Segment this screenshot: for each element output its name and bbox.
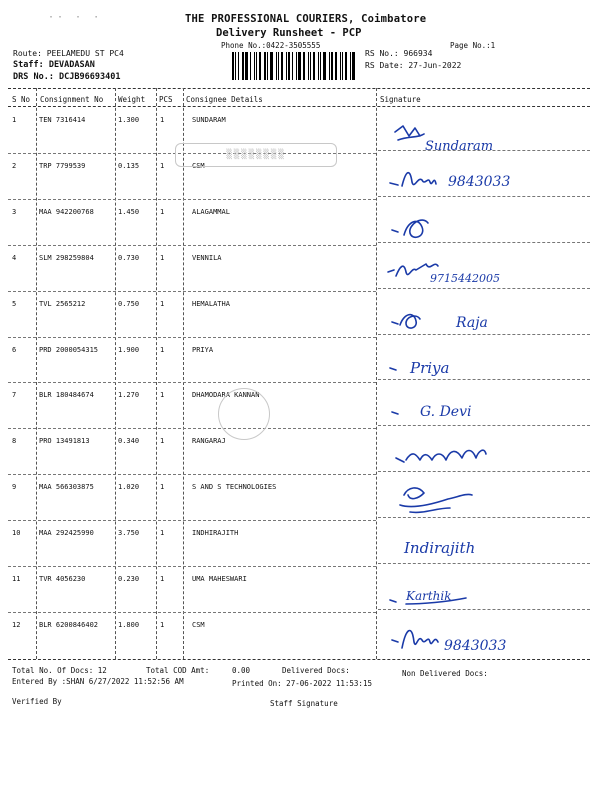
column-header-signature: Signature	[380, 95, 421, 104]
cell-weight: 1.020	[118, 483, 140, 492]
total-cod-label: Total COD Amt:	[146, 666, 210, 675]
cell-sno: 6	[12, 345, 17, 354]
cell-consignee: RANGARAJ	[192, 437, 226, 446]
cell-weight: 1.450	[118, 207, 140, 216]
cell-pcs: 1	[160, 529, 165, 538]
signature-text: Priya	[410, 359, 450, 377]
cell-sno: 11	[12, 575, 21, 583]
signature-text: Karthik	[406, 589, 452, 603]
faded-stamp: ▒▒▒▒▒▒▒▒	[175, 143, 337, 167]
cell-weight: 0.750	[118, 299, 140, 308]
cell-consignee: CSM	[192, 620, 205, 629]
cell-consignee: S AND S TECHNOLOGIES	[192, 483, 277, 492]
company-title: THE PROFESSIONAL COURIERS, Coimbatore	[185, 13, 427, 25]
signature-text: 9843033	[444, 638, 507, 654]
cell-pcs: 1	[160, 483, 165, 492]
cell-weight: 1.900	[118, 345, 140, 354]
cell-consignment: MAA 566303875	[39, 483, 94, 492]
column-header-pcs: PCS	[159, 95, 173, 104]
cell-sno: 10	[12, 529, 21, 538]
column-header-consignment: Consignment No	[40, 95, 104, 104]
cell-consignment: TVL 2565212	[39, 299, 86, 308]
cell-consignment: MAA 292425990	[39, 529, 94, 538]
cell-consignee: ALAGAMMAL	[192, 207, 230, 216]
signature-text: Indirajith	[404, 539, 476, 557]
cell-sno: 7	[12, 391, 17, 400]
cell-weight: 0.135	[118, 161, 140, 170]
verified-by-label: Verified By	[12, 697, 62, 706]
cell-pcs: 1	[160, 391, 165, 400]
rs-date: RS Date: 27-Jun-2022	[365, 61, 462, 70]
page-number: Page No.:1	[450, 41, 496, 50]
delivered-docs-label: Delivered Docs:	[282, 666, 350, 675]
signature-text: Sundaram	[425, 139, 494, 154]
cell-consignment: BLR 180484674	[39, 391, 94, 400]
cell-pcs: 1	[160, 345, 165, 354]
staff-signature-label: Staff Signature	[270, 699, 338, 708]
column-header-weight: Weight	[118, 95, 146, 104]
phone-number: Phone No.:0422-3505555	[221, 41, 321, 50]
cell-sno: 4	[12, 253, 17, 262]
total-docs: Total No. Of Docs: 12	[12, 666, 107, 675]
rs-number: RS No.: 966934	[365, 49, 433, 58]
cell-consignment: MAA 942200768	[39, 207, 94, 216]
cell-consignee: UMA MAHESWARI	[192, 575, 247, 583]
signature-text: G. Devi	[420, 404, 472, 420]
cell-pcs: 1	[160, 620, 165, 629]
faded-logo: ·· · ·	[48, 12, 103, 23]
column-header-consignee: Consignee Details	[186, 95, 263, 104]
cell-consignment: TRP 7799539	[39, 161, 86, 170]
cell-consignment: PRO 13491813	[39, 437, 90, 446]
cell-pcs: 1	[160, 253, 165, 262]
column-header-sno: S No	[12, 95, 31, 104]
drs-number: DRS No.: DCJB96693401	[13, 72, 121, 82]
cell-weight: 1.270	[118, 391, 140, 400]
cell-pcs: 1	[160, 161, 165, 170]
cell-sno: 9	[12, 483, 17, 492]
cell-sno: 2	[12, 161, 17, 170]
cell-consignee: INDHIRAJITH	[192, 529, 239, 538]
cell-sno: 1	[12, 116, 17, 124]
cell-pcs: 1	[160, 575, 165, 583]
cell-pcs: 1	[160, 207, 165, 216]
cell-consignment: PRD 2000054315	[39, 345, 99, 354]
entered-by: Entered By :SHAN 6/27/2022 11:52:56 AM	[12, 677, 184, 686]
cell-sno: 5	[12, 299, 17, 308]
cell-weight: 0.340	[118, 437, 140, 446]
cell-sno: 12	[12, 620, 21, 629]
cell-consignee: CSM	[192, 161, 205, 170]
cell-weight: 0.730	[118, 253, 140, 262]
cell-sno: 8	[12, 437, 17, 446]
cell-weight: 1.300	[118, 116, 140, 124]
cell-sno: 3	[12, 207, 17, 216]
signature-text: 9715442005	[430, 272, 500, 285]
cell-weight: 1.800	[118, 620, 140, 629]
cell-consignee: VENNILA	[192, 253, 222, 262]
staff-label: Staff: DEVADASAN	[13, 60, 95, 70]
document-title: Delivery Runsheet - PCP	[216, 27, 362, 39]
cell-consignment: TVR 4056230	[39, 575, 86, 583]
cell-consignment: BLR 6200846402	[39, 620, 99, 629]
cell-pcs: 1	[160, 437, 165, 446]
cell-consignee: PRIYA	[192, 345, 214, 354]
printed-on: Printed On: 27-06-2022 11:53:15	[232, 679, 372, 688]
signature-text: 9843033	[448, 174, 511, 190]
cell-consignee: SUNDARAM	[192, 116, 226, 124]
cell-consignee: HEMALATHA	[192, 299, 230, 308]
total-cod-value: 0.00	[232, 666, 251, 675]
cell-consignee: DHAMODARA KANNAN	[192, 391, 260, 400]
cell-consignment: SLM 298259804	[39, 253, 94, 262]
signature-text: Raja	[456, 315, 488, 331]
cell-pcs: 1	[160, 116, 165, 124]
route-label: Route: PEELAMEDU ST PC4	[13, 49, 124, 58]
cell-weight: 3.750	[118, 529, 140, 538]
cell-pcs: 1	[160, 299, 165, 308]
non-delivered-docs-label: Non Delivered Docs:	[402, 669, 488, 678]
cell-weight: 0.230	[118, 575, 140, 583]
cell-consignment: TEN 7316414	[39, 116, 86, 124]
